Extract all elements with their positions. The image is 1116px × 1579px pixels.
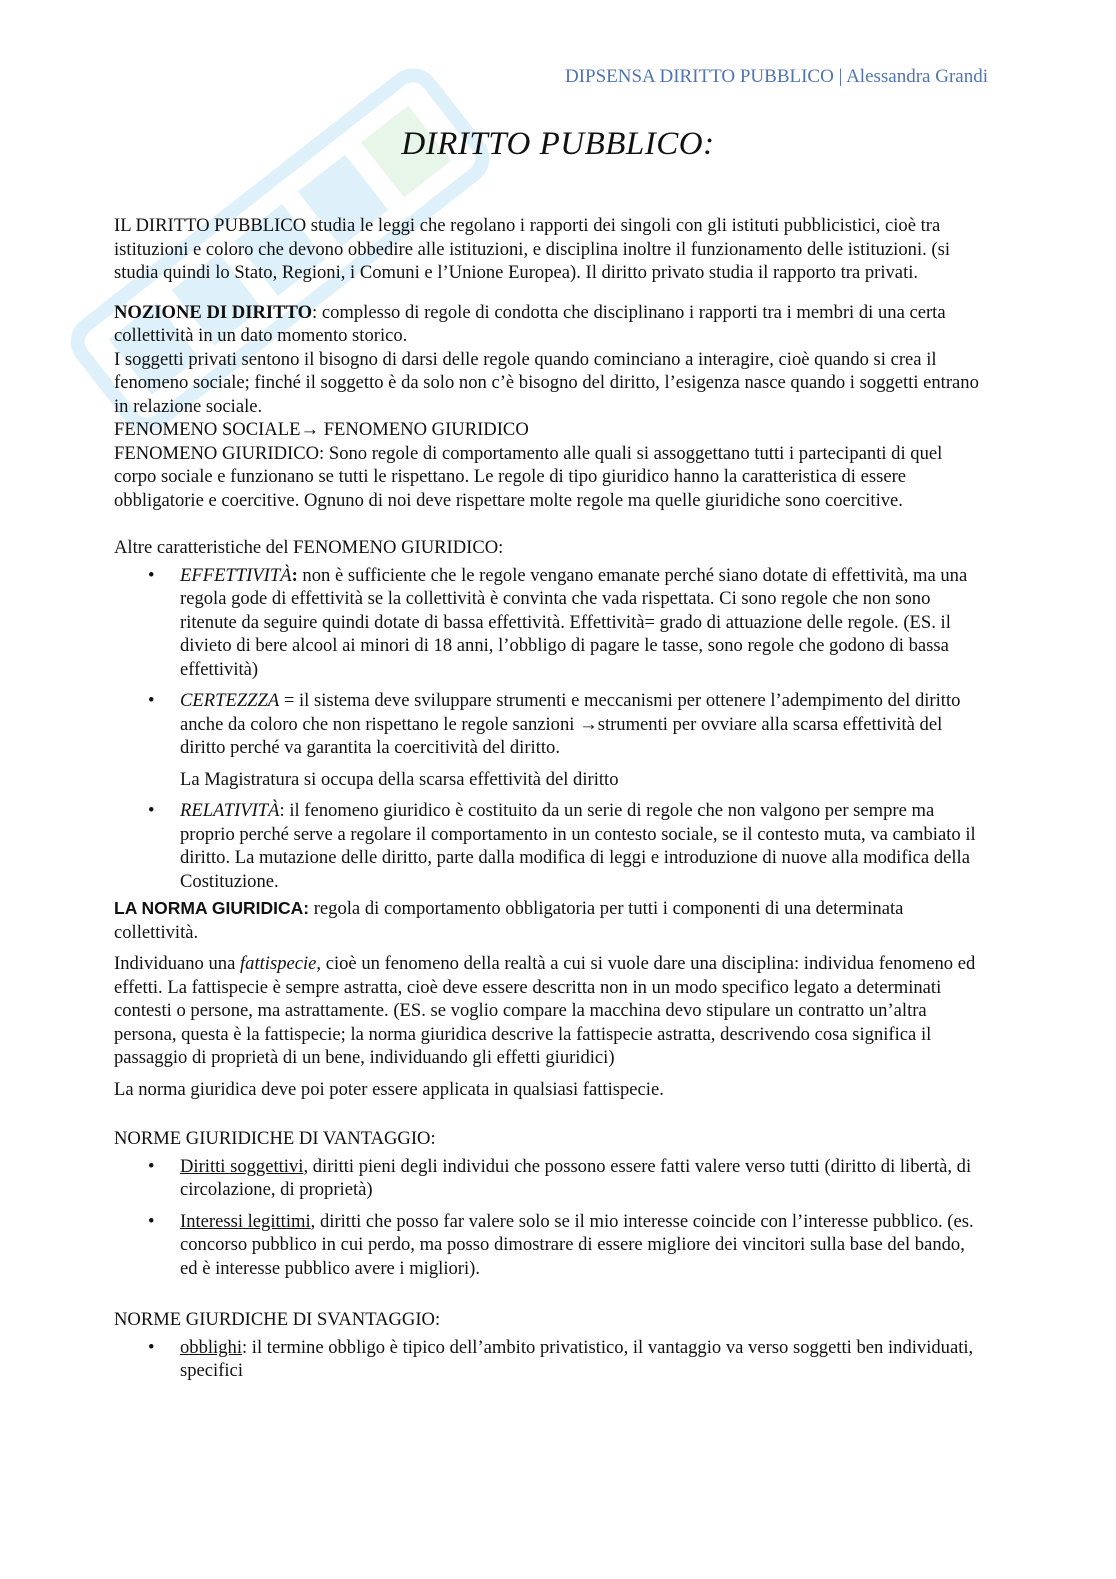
nozione-paragraph bbox=[114, 301, 982, 348]
list-item bbox=[114, 799, 982, 893]
obblighi-term: obblighi bbox=[180, 1336, 242, 1358]
fattispecie-paragraph bbox=[114, 952, 982, 1070]
diritti-soggettivi-text: , diritti pieni degli individui che possono essere fatti valere verso tutti (diritto di libertà, di circolazione, di proprietà) bbox=[180, 1155, 972, 1200]
fenomeno-giuridico-paragraph: FENOMENO GIURIDICO: Sono regole di comportamento alle quali si assoggettano tutti i partecipanti di quel corpo sociale e funzionano se tutti le rispettano. Le regole di tipo giuridico hanno la caratteristica di essere obbligatorie e coercitive. Ognuno di noi deve rispettare molte regole ma quelle giuridiche sono coercitive. bbox=[114, 442, 943, 511]
bullet-icon: • bbox=[148, 1155, 155, 1177]
intro-paragraph: IL DIRITTO PUBBLICO studia le leggi che regolano i rapporti dei singoli con gli istituti pubblicistici, cioè tra istituzioni e coloro che devono obbedire alle istituzioni, e disciplina inoltre il funzionamento delle istituzioni. (si studia quindi lo Stato, Regioni, i Comuni e l’Unione Europea). Il diritto privato studia il rapporto tra privati. bbox=[114, 215, 951, 283]
fenomeno-arrow-line bbox=[114, 418, 982, 442]
page-header: DIPSENSA DIRITTO PUBBLICO | Alessandra Grandi bbox=[564, 66, 988, 87]
page-title: DIRITTO PUBBLICO: bbox=[401, 126, 715, 162]
effettivita-text: non è sufficiente che le regole vengano emanate perché siano dotate di effettività, ma una regola gode di effettività se la collettività è convinta che vada rispettata. Ci sono regole che non sono ritenute da seguire quindi dotate di bassa effettività. Effettività= grado di attuazione delle regole. (ES. il divieto di bere alcool ai minori di 18 anni, l’obbligo di pagare le tasse, sono regole che godono di bassa effettività) bbox=[180, 564, 968, 680]
bullet-icon: • bbox=[148, 1210, 155, 1232]
effettivita-term: EFFETTIVITÀ bbox=[180, 564, 292, 586]
fattispecie-term: fattispecie bbox=[240, 953, 317, 974]
arrow-icon: → bbox=[579, 713, 598, 735]
interessi-legittimi-text: , diritti che posso far valere solo se il mio interesse coincide con l’interesse pubblico. (es. concorso pubblico in cui perdo, ma posso dimostrare di essere migliore dei vincitori sulla base del bando, ed è interesse pubblico avere i migliori). bbox=[180, 1210, 974, 1279]
list-item bbox=[114, 689, 982, 760]
bullet-icon: • bbox=[148, 1336, 155, 1358]
list-item bbox=[114, 564, 982, 682]
bullet-icon: • bbox=[148, 564, 155, 586]
nozione-definition: : complesso di regole di condotta che disciplinano i rapporti tra i membri di una certa collettività in un dato momento storico. bbox=[114, 301, 946, 346]
norma-definition: regola di comportamento obbligatoria per tutti i componenti di una determinata collettività. bbox=[114, 898, 904, 943]
fenomeno-sociale: FENOMENO SOCIALE bbox=[114, 419, 301, 440]
fattispecie-text: , cioè un fenomeno della realtà a cui si vuole dare una disciplina: individua fenomeno ed effetti. La fattispecie è sempre astratta, cioè deve essere descritta non in un modo specifico legato a determinati contesti o persone, ma astrattamente. (ES. se voglio compare la macchina devo stipulare un contratto un’altra persona, questa è la fattispecie; la norma giuridica descrive la fattispecie astratta, descrivendo cosa significa il passaggio di proprietà di un bene, individuando gli effetti giuridici) bbox=[114, 953, 976, 1068]
nozione-term: NOZIONE DI DIRITTO bbox=[114, 301, 313, 323]
fattispecie-intro: Individuano una bbox=[114, 953, 240, 974]
vantaggio-list bbox=[114, 1155, 982, 1281]
bullet-icon: • bbox=[148, 800, 155, 821]
norma-applicazione: La norma giuridica deve poi poter essere applicata in qualsiasi fattispecie. bbox=[114, 1078, 664, 1100]
document-body bbox=[114, 214, 982, 1391]
magistratura-note: La Magistratura si occupa della scarsa effettività del diritto bbox=[180, 768, 619, 790]
fenomeno-giuridico: FENOMENO GIURIDICO bbox=[319, 419, 529, 440]
svantaggio-heading: NORME GIURDICHE DI SVANTAGGIO: bbox=[114, 1309, 441, 1330]
caratteristiche-list-2 bbox=[114, 799, 982, 893]
nozione-paragraph-2: I soggetti privati sentono il bisogno di darsi delle regole quando cominciano a interagire, cioè quando si crea il fenomeno sociale; finché il soggetto è da solo non c’è bisogno del diritto, l’esigenza nasce quando i soggetti entrano in relazione sociale. bbox=[114, 348, 979, 417]
vantaggio-heading: NORME GIURIDICHE DI VANTAGGIO: bbox=[114, 1128, 436, 1149]
list-item bbox=[114, 1336, 982, 1383]
diritti-soggettivi-term: Diritti soggettivi bbox=[180, 1155, 304, 1177]
obblighi-text: : il termine obbligo è tipico dell’ambito privatistico, il vantaggio va verso soggetti ben individuati, specifici bbox=[180, 1336, 974, 1381]
norma-paragraph bbox=[114, 897, 982, 944]
norma-term: LA NORMA GIURIDICA: bbox=[114, 898, 310, 918]
altre-heading: Altre caratteristiche del FENOMENO GIURIDICO: bbox=[114, 537, 504, 558]
certezza-text-2: strumenti per ovviare alla scarsa effettività del diritto perché va garantita la coercitività del diritto. bbox=[180, 713, 943, 758]
bullet-icon: • bbox=[148, 690, 155, 711]
list-item bbox=[114, 1155, 982, 1202]
relativita-term: RELATIVITÀ bbox=[180, 800, 280, 821]
certezza-text: = il sistema deve sviluppare strumenti e meccanismi per ottenere l’adempimento del diritto anche da coloro che non rispettano le regole sanzioni bbox=[180, 690, 961, 735]
relativita-text: : il fenomeno giuridico è costituito da un serie di regole che non valgono per sempre ma proprio perché serve a regolare il comportamento in un contesto sociale, se il contesto muta, va cambiato il diritto. La mutazione delle diritto, parte dalla modifica di leggi e introduzione di nuove alla modifica della Costituzione. bbox=[180, 800, 976, 892]
svantaggio-list bbox=[114, 1336, 982, 1383]
certezza-term: CERTEZZZA bbox=[180, 690, 280, 711]
effettivita-colon: : bbox=[291, 564, 298, 586]
caratteristiche-list bbox=[114, 564, 982, 760]
interessi-legittimi-term: Interessi legittimi bbox=[180, 1210, 311, 1232]
list-item bbox=[114, 1210, 982, 1281]
arrow-icon: → bbox=[300, 419, 320, 440]
